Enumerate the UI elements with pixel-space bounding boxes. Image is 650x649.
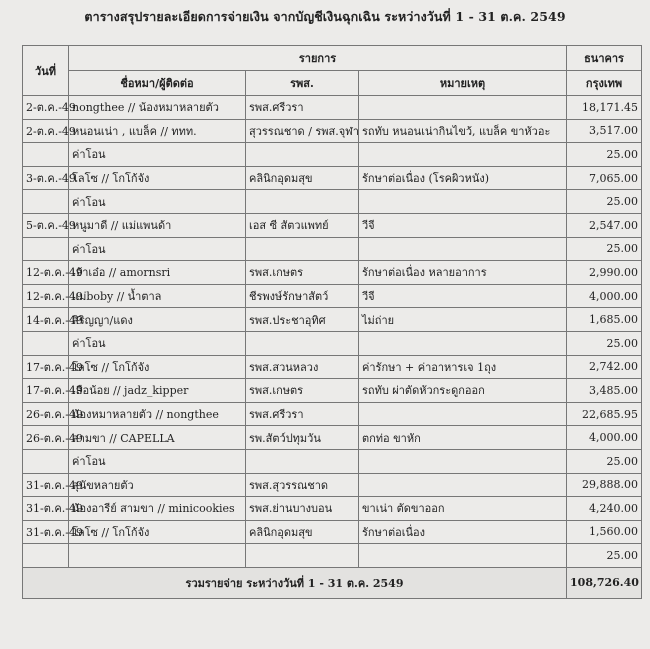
- cell-hospital: รพส.ศรีวรา: [246, 402, 359, 426]
- cell-date: 26-ต.ค.-49: [23, 426, 69, 450]
- table-row: [23, 331, 642, 355]
- cell-date: 31-ต.ค.-49: [23, 473, 69, 497]
- table-row: [23, 544, 642, 568]
- cell-contact: nongthee // น้องหมาหลายตัว: [69, 96, 246, 120]
- cell-hospital: รพส.เกษตร: [246, 379, 359, 403]
- cell-note: [359, 96, 567, 120]
- cell-note: รักษาต่อเนื่อง หลายอาการ: [359, 261, 567, 285]
- table-row: [23, 284, 642, 308]
- cell-amount: 18,171.45: [567, 96, 642, 120]
- cell-date: [23, 544, 69, 568]
- table-row: [23, 473, 642, 497]
- cell-note: [359, 449, 567, 473]
- cell-amount: 25.00: [567, 544, 642, 568]
- cell-contact: ค่าโอน: [69, 331, 246, 355]
- cell-contact: โลโซ // โกโก้จัง: [69, 355, 246, 379]
- cell-hospital: คลินิกอุดมสุข: [246, 520, 359, 544]
- cell-hospital: รพส.ประชาอุทิศ: [246, 308, 359, 332]
- table-row: [23, 355, 642, 379]
- cell-amount: 22,685.95: [567, 402, 642, 426]
- document-title: ตารางสรุปรายละเอียดการจ่ายเงิน จากบัญชีเงินฉุกเฉิน ระหว่างวันที่ 1 - 31 ต.ค. 2549: [84, 9, 566, 24]
- cell-amount: 3,517.00: [567, 119, 642, 143]
- cell-date: 2-ต.ค.-49: [23, 119, 69, 143]
- cell-hospital: รพส.ศรีวรา: [246, 96, 359, 120]
- cell-note: [359, 237, 567, 261]
- cell-note: วีจี: [359, 284, 567, 308]
- cell-amount: 1,685.00: [567, 308, 642, 332]
- table-row: [23, 520, 642, 544]
- cell-note: [359, 544, 567, 568]
- cell-hospital: [246, 237, 359, 261]
- cell-note: [359, 473, 567, 497]
- cell-contact: น้องหมาหลายตัว // nongthee: [69, 402, 246, 426]
- cell-contact: [69, 544, 246, 568]
- cell-contact: สามขา // CAPELLA: [69, 426, 246, 450]
- cell-amount: 4,240.00: [567, 497, 642, 521]
- cell-note: รักษาต่อเนื่อง (โรคผิวหนัง): [359, 166, 567, 190]
- cell-amount: 1,560.00: [567, 520, 642, 544]
- header-date: วันที่: [23, 46, 69, 96]
- cell-note: [359, 190, 567, 214]
- cell-amount: 25.00: [567, 237, 642, 261]
- cell-note: รถทับ หนอนเน่ากินไขว้, แบล็ค ขาหัวอะ: [359, 119, 567, 143]
- cell-note: [359, 402, 567, 426]
- total-amount: 108,726.40: [567, 567, 642, 598]
- cell-note: [359, 331, 567, 355]
- cell-contact: โลโซ // โกโก้จัง: [69, 166, 246, 190]
- cell-date: 3-ต.ค.-49: [23, 166, 69, 190]
- table-row: [23, 379, 642, 403]
- cell-amount: 25.00: [567, 331, 642, 355]
- header-contact: ชื่อหมา/ผู้ติดต่อ: [69, 71, 246, 96]
- header-note: หมายเหตุ: [359, 71, 567, 96]
- cell-amount: 29,888.00: [567, 473, 642, 497]
- cell-contact: หนูมาดี // แม่แพนด้า: [69, 213, 246, 237]
- cell-date: [23, 449, 69, 473]
- table-row: [23, 237, 642, 261]
- cell-amount: 3,485.00: [567, 379, 642, 403]
- cell-hospital: รพส.สวนหลวง: [246, 355, 359, 379]
- cell-amount: 25.00: [567, 449, 642, 473]
- cell-note: ค่ารักษา + ค่าอาหารเจ 1ถุง: [359, 355, 567, 379]
- cell-amount: 4,000.00: [567, 284, 642, 308]
- cell-hospital: ชีรพงษ์รักษาสัตว์: [246, 284, 359, 308]
- cell-contact: สุนัขหลายตัว: [69, 473, 246, 497]
- table-row: [23, 96, 642, 120]
- cell-contact: โลโซ // โกโก้จัง: [69, 520, 246, 544]
- cell-hospital: รพส.สุวรรณชาด: [246, 473, 359, 497]
- cell-amount: 2,547.00: [567, 213, 642, 237]
- cell-note: [359, 143, 567, 167]
- cell-contact: เสือน้อย // jadz_kipper: [69, 379, 246, 403]
- cell-contact: ค่าโอน: [69, 237, 246, 261]
- cell-amount: 4,000.00: [567, 426, 642, 450]
- table-row: [23, 308, 642, 332]
- table-body: [23, 96, 642, 568]
- cell-date: [23, 331, 69, 355]
- cell-date: [23, 190, 69, 214]
- cell-note: ขาเน่า ตัดขาออก: [359, 497, 567, 521]
- cell-hospital: คลินิกอุดมสุข: [246, 166, 359, 190]
- header-row-2: [23, 71, 642, 96]
- cell-amount: 7,065.00: [567, 166, 642, 190]
- cell-contact: สิริญญา/แดง: [69, 308, 246, 332]
- cell-amount: 2,742.00: [567, 355, 642, 379]
- cell-hospital: รพส.เกษตร: [246, 261, 359, 285]
- cell-contact: ค่าโอน: [69, 143, 246, 167]
- cell-note: ตกท่อ ขาหัก: [359, 426, 567, 450]
- table-row: [23, 143, 642, 167]
- cell-date: 12-ต.ค.-49: [23, 261, 69, 285]
- cell-amount: 25.00: [567, 190, 642, 214]
- cell-hospital: รพส.ย่านบางบอน: [246, 497, 359, 521]
- cell-date: 12-ต.ค.-49: [23, 284, 69, 308]
- table-row: [23, 119, 642, 143]
- table-row: [23, 166, 642, 190]
- cell-contact: หนอนเน่า , แบล็ค // ททท.: [69, 119, 246, 143]
- cell-date: [23, 143, 69, 167]
- cell-hospital: รพ.สัตว์ปทุมวัน: [246, 426, 359, 450]
- cell-hospital: เอส ซี สัตวแพทย์: [246, 213, 359, 237]
- cell-contact: ค่าโอน: [69, 190, 246, 214]
- cell-date: 26-ต.ค.-49: [23, 402, 69, 426]
- cell-date: 2-ต.ค.-49: [23, 96, 69, 120]
- cell-note: รถทับ ผ่าตัดหัวกระดูกออก: [359, 379, 567, 403]
- cell-note: ไม่ถ่าย: [359, 308, 567, 332]
- cell-hospital: สุวรรณชาด / รพส.จุฬา: [246, 119, 359, 143]
- header-items-group: รายการ: [69, 46, 567, 71]
- cell-note: รักษาต่อเนื่อง: [359, 520, 567, 544]
- cell-contact: ค่าโอน: [69, 449, 246, 473]
- header-hospital: รพส.: [246, 71, 359, 96]
- table-row: [23, 449, 642, 473]
- header-bank-line2: กรุงเทพ: [567, 71, 642, 96]
- cell-date: 31-ต.ค.-49: [23, 497, 69, 521]
- table-row: [23, 213, 642, 237]
- cell-hospital: [246, 331, 359, 355]
- table-row: [23, 261, 642, 285]
- cell-amount: 25.00: [567, 143, 642, 167]
- header-row-1: [23, 46, 642, 71]
- cell-hospital: [246, 449, 359, 473]
- cell-hospital: [246, 190, 359, 214]
- cell-contact: แม่boby // น้ำตาล: [69, 284, 246, 308]
- cell-contact: น้องอารีย์ สามขา // minicookies: [69, 497, 246, 521]
- cell-date: [23, 237, 69, 261]
- cell-date: 31-ต.ค.-49: [23, 520, 69, 544]
- cell-date: 14-ต.ค.-49: [23, 308, 69, 332]
- cell-contact: เจ้าเอ๋อ // amornsri: [69, 261, 246, 285]
- table-row: [23, 402, 642, 426]
- cell-date: 17-ต.ค.-49: [23, 379, 69, 403]
- cell-date: 5-ต.ค.-49: [23, 213, 69, 237]
- cell-note: วีจี: [359, 213, 567, 237]
- expense-table: [22, 45, 642, 599]
- table-row: [23, 426, 642, 450]
- cell-amount: 2,990.00: [567, 261, 642, 285]
- table-row: [23, 497, 642, 521]
- header-bank-line1: ธนาคาร: [567, 46, 642, 71]
- total-label: รวมรายจ่าย ระหว่างวันที่ 1 - 31 ต.ค. 2549: [23, 567, 567, 598]
- cell-date: 17-ต.ค.-49: [23, 355, 69, 379]
- total-row: [23, 567, 642, 598]
- cell-hospital: [246, 544, 359, 568]
- table-row: [23, 190, 642, 214]
- cell-hospital: [246, 143, 359, 167]
